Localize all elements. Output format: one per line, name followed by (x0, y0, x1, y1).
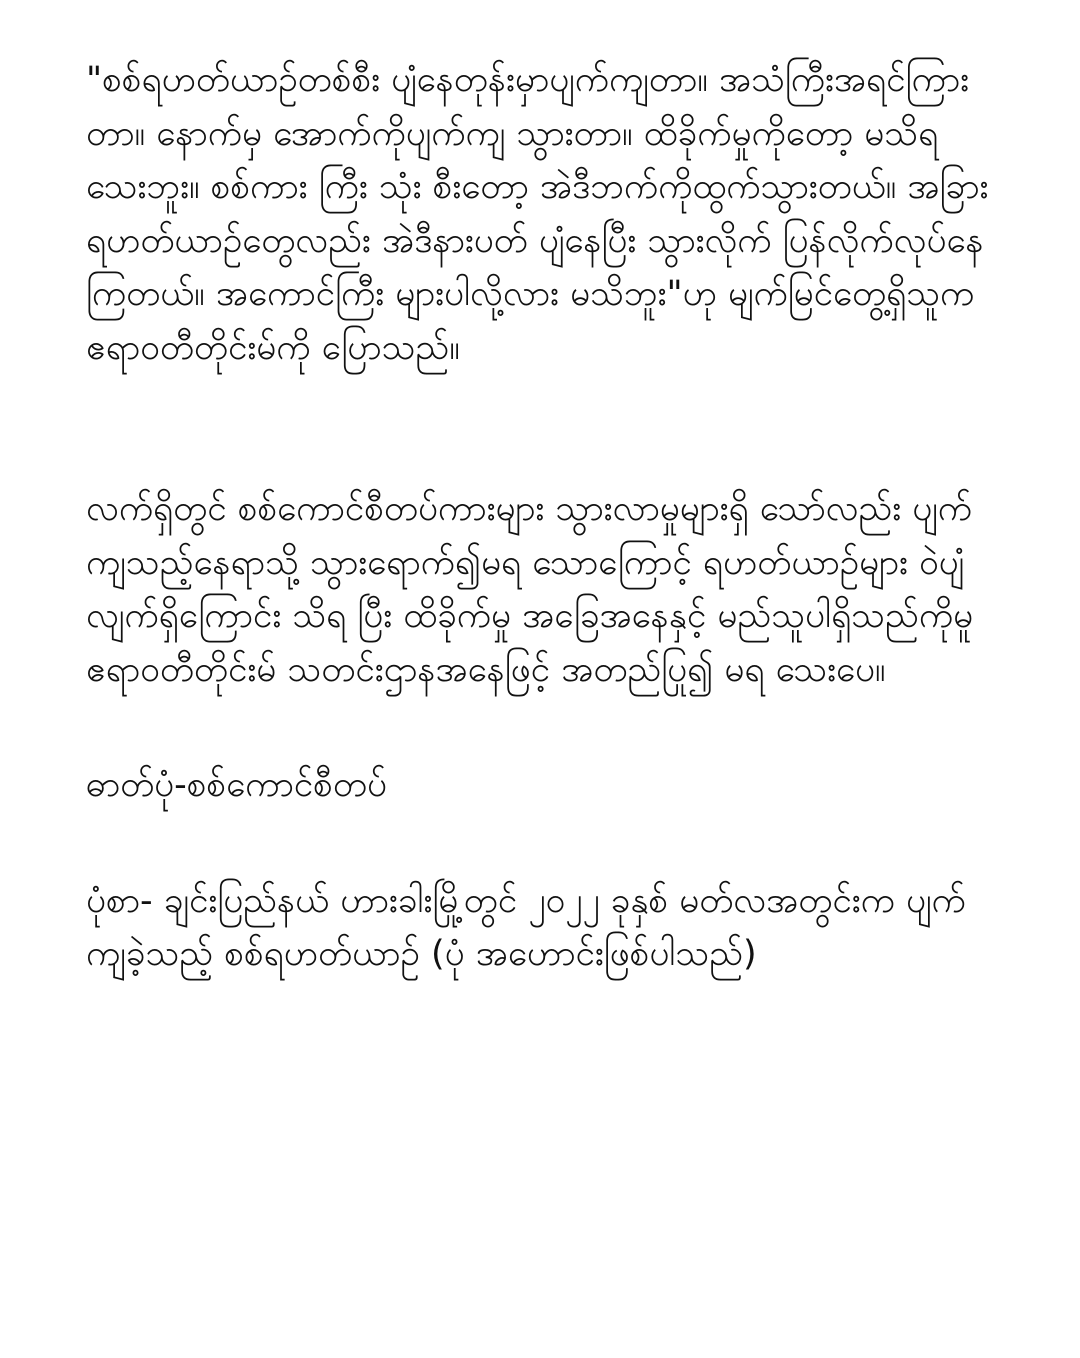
article-body (86, 54, 996, 982)
status-paragraph: လက်ရှိတွင် စစ်ကောင်စီတပ်ကားများ သွားလာမှုများရှိ သော်လည်း ပျက်ကျသည့်နေရာသို့ သွားရောက်၍မရ သောကြောင့် ရဟတ်ယာဉ်များ ဝဲပျံလျက်ရှိကြောင်း သိရ ပြီး ထိခိုက်မှု အခြေအနေနှင့် မည်သူပါရှိသည်ကိုမူ ဧရာဝတီတိုင်းမ် သတင်းဌာနအနေဖြင့် အတည်ပြု၍ မရ သေးပေ။ (86, 489, 974, 690)
eyewitness-quote-paragraph: "စစ်ရဟတ်ယာဉ်တစ်စီး ပျံနေတုန်းမှာပျက်ကျတာ။ အသံကြီးအရင်ကြားတာ။ နောက်မှ အောက်ကိုပျက်ကျ သွားတာ။ ထိခိုက်မှုကိုတော့ မသိရသေးဘူး။ စစ်ကား ကြီး သုံး စီးတော့ အဲဒီဘက်ကိုထွက်သွားတယ်။ အခြား ရဟတ်ယာဉ်တွေလည်း အဲဒီနားပတ် ပျံနေပြီး သွားလိုက် ပြန်လိုက်လုပ်နေကြတယ်။ အကောင်ကြီး များပါလို့လား မသိဘူး"ဟု မျက်မြင်တွေ့ရှိသူက ဧရာဝတီတိုင်းမ်ကို ပြောသည်။ (86, 60, 989, 368)
photo-caption: ပုံစာ- ချင်းပြည်နယ် ဟားခါးမြို့တွင် ၂၀၂၂ ခုနှစ် မတ်လအတွင်းက ပျက်ကျခဲ့သည့် စစ်ရဟတ်ယာဉ် (ပုံ အဟောင်းဖြစ်ပါသည်) (86, 880, 966, 974)
photo-credit: ဓာတ်ပုံ-စစ်ကောင်စီတပ် (86, 765, 387, 805)
